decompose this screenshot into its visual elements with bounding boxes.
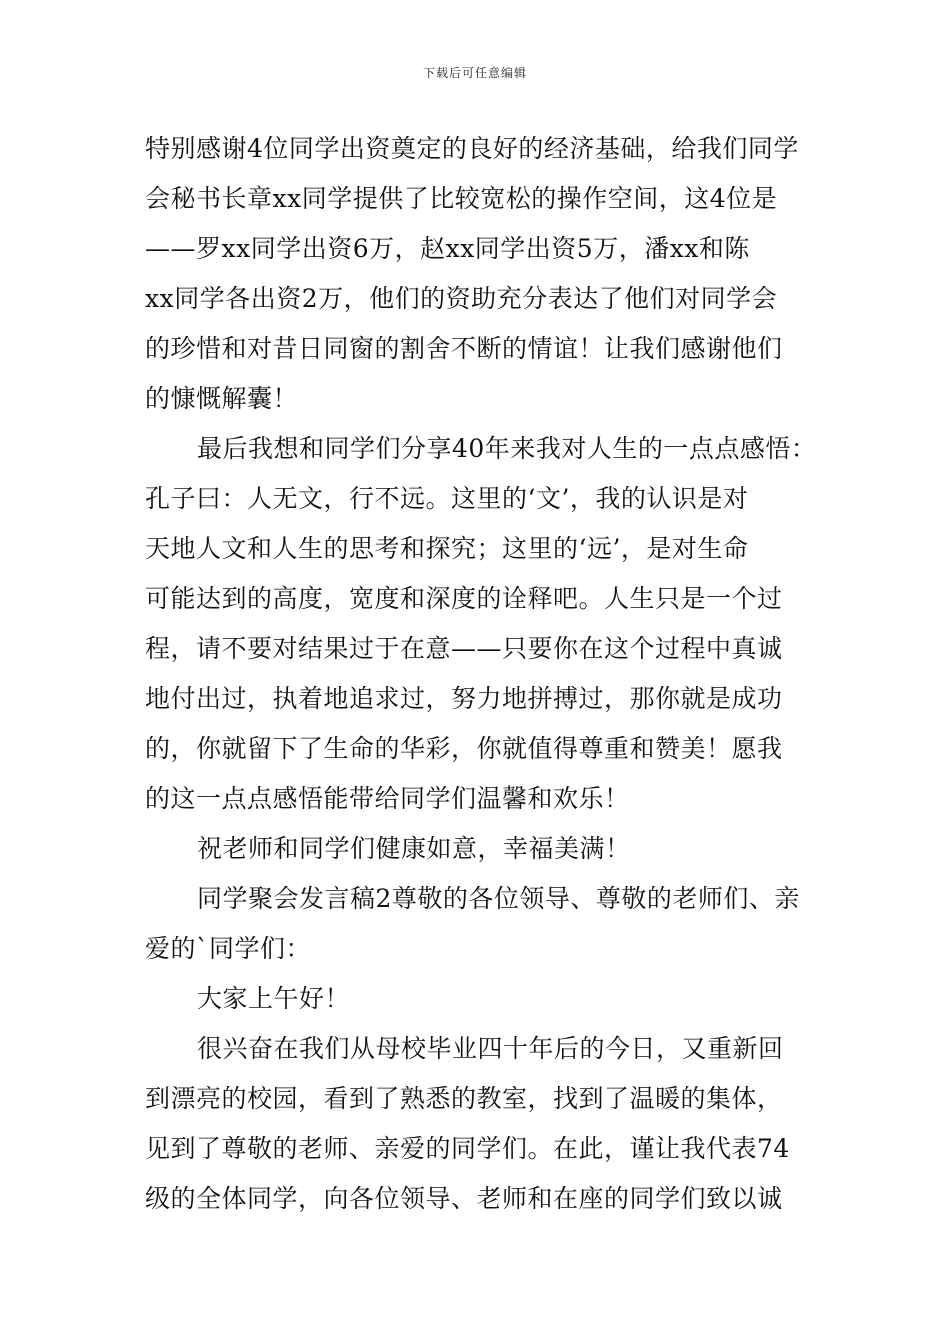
paragraph: [145, 824, 845, 874]
text-line: xx同学各出资2万，他们的资助充分表达了他们对同学会: [145, 284, 778, 313]
text-line: 爱的`同学们：: [145, 934, 312, 963]
paragraph: [145, 974, 845, 1024]
document-body: [145, 124, 845, 1224]
text-line: 会秘书长章xx同学提供了比较宽松的操作空间，这4位是: [145, 184, 778, 213]
text-line: 很兴奋在我们从母校毕业四十年后的今日，又重新回: [197, 1034, 784, 1063]
paragraph: [145, 124, 845, 424]
text-line: 地付出过，执着地追求过，努力地拼搏过，那你就是成功: [145, 684, 783, 713]
text-line: 的慷慨解囊！: [145, 384, 299, 413]
text-line: 到漂亮的校园，看到了熟悉的教室，找到了温暖的集体，: [145, 1084, 783, 1113]
page-header: 下载后可任意编辑: [422, 66, 527, 80]
text-line: 最后我想和同学们分享40年来我对人生的一点点感悟：: [197, 434, 817, 463]
paragraph: [145, 874, 845, 974]
text-line: ——罗xx同学出资6万，赵xx同学出资5万，潘xx和陈: [145, 234, 750, 263]
text-line: 孔子曰：人无文，行不远。这里的‘文’，我的认识是对: [145, 484, 749, 513]
text-line: 的这一点点感悟能带给同学们温馨和欢乐！: [145, 784, 630, 813]
text-line: 见到了尊敬的老师、亲爱的同学们。在此，谨让我代表74: [145, 1134, 790, 1163]
paragraph: [145, 424, 845, 824]
text-line: 大家上午好！: [197, 984, 351, 1013]
text-line: 的，你就留下了生命的华彩，你就值得尊重和赞美！愿我: [145, 734, 783, 763]
text-line: 的珍惜和对昔日同窗的割舍不断的情谊！让我们感谢他们: [145, 334, 783, 363]
text-line: 祝老师和同学们健康如意，幸福美满！: [197, 834, 631, 863]
text-line: 特别感谢4位同学出资奠定的良好的经济基础，给我们同学: [145, 134, 799, 163]
text-line: 天地人文和人生的思考和探究；这里的‘远’，是对生命: [145, 534, 749, 563]
paragraph: [145, 1024, 845, 1224]
text-line: 程，请不要对结果过于在意——只要你在这个过程中真诚: [145, 634, 783, 663]
text-line: 可能达到的高度，宽度和深度的诠释吧。人生只是一个过: [145, 584, 783, 613]
text-line: 同学聚会发言稿2尊敬的各位领导、尊敬的老师们、亲: [197, 884, 800, 913]
text-line: 级的全体同学，向各位领导、老师和在座的同学们致以诚: [145, 1184, 783, 1213]
